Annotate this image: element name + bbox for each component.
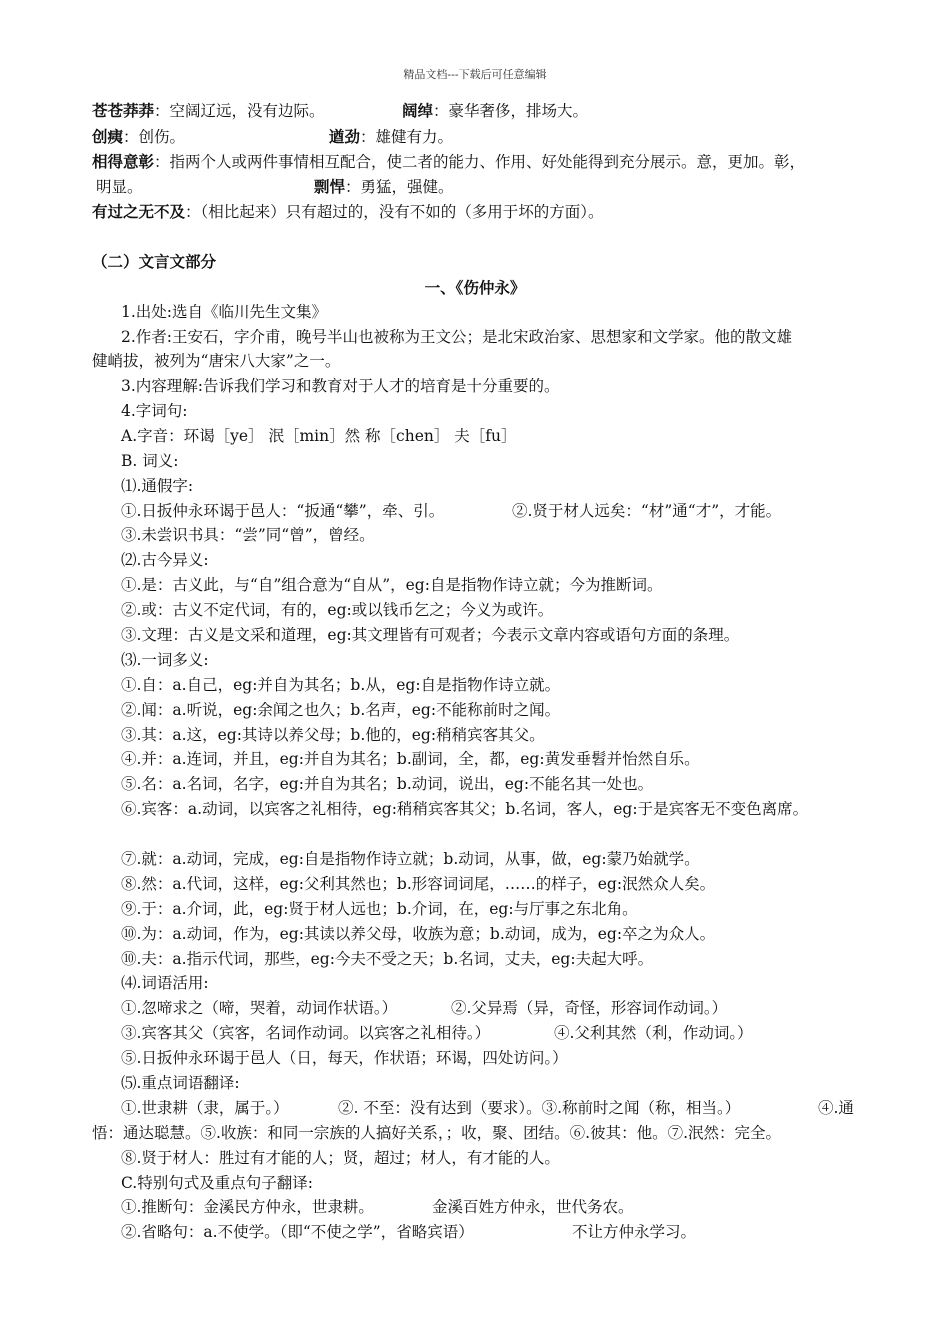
vocab-def: ：豪华奢侈，排场大。 bbox=[433, 102, 589, 120]
vocab-line-5 bbox=[92, 201, 604, 223]
vocab-line-3 bbox=[92, 151, 805, 173]
text-line: 健峭拔，被列为“唐宋八大家”之一。 bbox=[92, 352, 341, 370]
text-line: ⑩.夫：a.指示代词，那些，eg:今夫不受之天；b.名词，丈夫，eg:夫起大呼。 bbox=[121, 950, 654, 968]
text-line: ⑦.就：a.动词，完成，eg:自是指物作诗立就；b.动词，从事，做，eg:蒙乃始就学。 bbox=[121, 850, 700, 868]
vocab-term: 相得意彰 bbox=[92, 152, 155, 171]
vocab-def: ：（相比起来）只有超过的，没有不如的（多用于坏的方面）。 bbox=[185, 203, 604, 221]
text-line: ①.是：古义此，与“自”组合意为“自从”，eg:自是指物作诗立就；今为推断词。 bbox=[121, 576, 663, 594]
text-line: ⑵.古今异义: bbox=[121, 551, 209, 569]
page-header: 精品文档---下载后可任意编辑 bbox=[403, 68, 547, 81]
text-line: ②.或：古义不定代词，有的，eg:或以钱币乞之；今义为或许。 bbox=[121, 601, 554, 619]
text-line: B. 词义: bbox=[121, 452, 179, 470]
text-line: ⑸.重点词语翻译: bbox=[121, 1074, 240, 1092]
vocab-term: 剽悍 bbox=[314, 177, 346, 196]
text-line: 3.内容理解:告诉我们学习和教育对于人才的培育是十分重要的。 bbox=[121, 377, 560, 395]
text-line: ②.闻：a.听说，eg:余闻之也久；b.名声，eg:不能称前时之闻。 bbox=[121, 701, 561, 719]
vocab-def: ：创伤。 bbox=[123, 128, 186, 146]
vocab-term: 阔绰 bbox=[402, 101, 434, 120]
text-line-col2: ②. 不至：没有达到（要求）。③.称前时之闻（称，相当。） bbox=[338, 1099, 741, 1117]
vocab-line-2b bbox=[329, 126, 453, 148]
text-line: ⑥.宾客：a.动词，以宾客之礼相待，eg:稍稍宾客其父；b.名词，客人，eg:于是宾客无不变色离席。 bbox=[121, 800, 809, 818]
vocab-line-1b bbox=[402, 100, 588, 122]
text-line-col2: ②.父异焉（异，奇怪，形容词作动词。） bbox=[451, 999, 728, 1017]
text-line-col2: ④.父利其然（利，作动词。） bbox=[554, 1024, 753, 1042]
text-line: ⑧.然：a.代词，这样，eg:父利其然也；b.形容词词尾，……的样子，eg:泯然众人矣。 bbox=[121, 875, 716, 893]
text-line: ⑨.于：a.介词，此，eg:贤于材人远也；b.介词，在，eg:与厅事之东北角。 bbox=[121, 900, 638, 918]
text-line: ⑶.一词多义: bbox=[121, 651, 209, 669]
vocab-term: 有过之无不及 bbox=[92, 202, 186, 221]
vocab-line-4b bbox=[314, 176, 454, 198]
text-line: ①.自：a.自己，eg:并自为其名；b.从，eg:自是指物作诗立就。 bbox=[121, 676, 561, 694]
vocab-line-1a bbox=[92, 100, 325, 122]
text-line-col2: 金溪百姓方仲永，世代务农。 bbox=[432, 1198, 634, 1216]
text-line: 悟：通达聪慧。⑤.收族：和同一宗族的人搞好关系，；收，聚、团结。⑥.彼其：他。⑦.泯然：完全。 bbox=[92, 1124, 782, 1142]
text-line: ③.未尝识书具：“尝”同“曾”，曾经。 bbox=[121, 526, 375, 544]
text-line: C.特别句式及重点句子翻译: bbox=[121, 1174, 313, 1192]
text-line-col2: ②.贤于材人远矣：“材”通“才”，才能。 bbox=[512, 502, 782, 520]
text-line: ⑴.通假字: bbox=[121, 477, 194, 495]
vocab-def: ：空阔辽远，没有边际。 bbox=[154, 102, 325, 120]
text-line-col2: ④.通 bbox=[818, 1099, 854, 1117]
text-line: ⑷.词语活用: bbox=[121, 974, 209, 992]
section-title: （二）文言文部分 bbox=[92, 252, 217, 271]
text-line: ③.宾客其父（宾客，名词作动词。以宾客之礼相待。） bbox=[121, 1024, 491, 1042]
vocab-term: 苍苍莽莽 bbox=[92, 101, 155, 120]
lesson-title: 一、《伤仲永》 bbox=[424, 278, 526, 297]
text-line: ①.忽啼求之（啼，哭着，动词作状语。） bbox=[121, 999, 398, 1017]
text-line: ⑩.为：a.动词，作为，eg:其读以养父母，收族为意；b.动词，成为，eg:卒之为众人。 bbox=[121, 925, 716, 943]
vocab-line-4a: 明显。 bbox=[96, 178, 143, 196]
text-line: 4.字词句: bbox=[121, 402, 188, 420]
text-line: ①.推断句：金溪民方仲永，世隶耕。 bbox=[121, 1198, 374, 1216]
text-line: ③.文理：古义是文采和道理，eg:其文理皆有可观者；今表示文章内容或语句方面的条理。 bbox=[121, 626, 740, 644]
vocab-term: 创痍 bbox=[92, 127, 124, 146]
text-line: ⑤.名：a.名词，名字，eg:并自为其名；b.动词，说出，eg:不能名其一处也。 bbox=[121, 775, 654, 793]
text-line: ⑤.日扳仲永环谒于邑人（日，每天，作状语；环谒，四处访问。） bbox=[121, 1049, 568, 1067]
vocab-def: ：雄健有力。 bbox=[360, 128, 454, 146]
vocab-def: ：指两个人或两件事情相互配合，使二者的能力、作用、好处能得到充分展示。意，更加。彰， bbox=[154, 153, 806, 171]
text-line: 1.出处:选自《临川先生文集》 bbox=[121, 303, 328, 321]
text-line: ①.世隶耕（隶，属于。） bbox=[121, 1099, 289, 1117]
vocab-term: 遒劲 bbox=[329, 127, 361, 146]
text-line: A.字音：环谒［ye］ 泯［min］然 称［chen］ 夫［fu］ bbox=[121, 427, 517, 445]
text-line: ①.日扳仲永环谒于邑人：“扳通“攀”，牵、引。 bbox=[121, 502, 445, 520]
vocab-def: ：勇猛，强健。 bbox=[345, 178, 454, 196]
text-line: ④.并：a.连词，并且，eg:并自为其名；b.副词，全，都，eg:黄发垂髫并怡然自乐。 bbox=[121, 750, 700, 768]
text-line: 2.作者:王安石，字介甫，晚号半山也被称为王文公；是北宋政治家、思想家和文学家。他的散文雄 bbox=[121, 328, 793, 346]
text-line: ⑧.贤于材人：胜过有才能的人；贤，超过；材人，有才能的人。 bbox=[121, 1149, 560, 1167]
text-line: ③.其：a.这，eg:其诗以养父母；b.他的，eg:稍稍宾客其父。 bbox=[121, 726, 545, 744]
text-line-col2: 不让方仲永学习。 bbox=[572, 1223, 697, 1241]
text-line: ②.省略句：a.不使学。（即“不使之学”，省略宾语） bbox=[121, 1223, 474, 1241]
vocab-line-2a bbox=[92, 126, 185, 148]
